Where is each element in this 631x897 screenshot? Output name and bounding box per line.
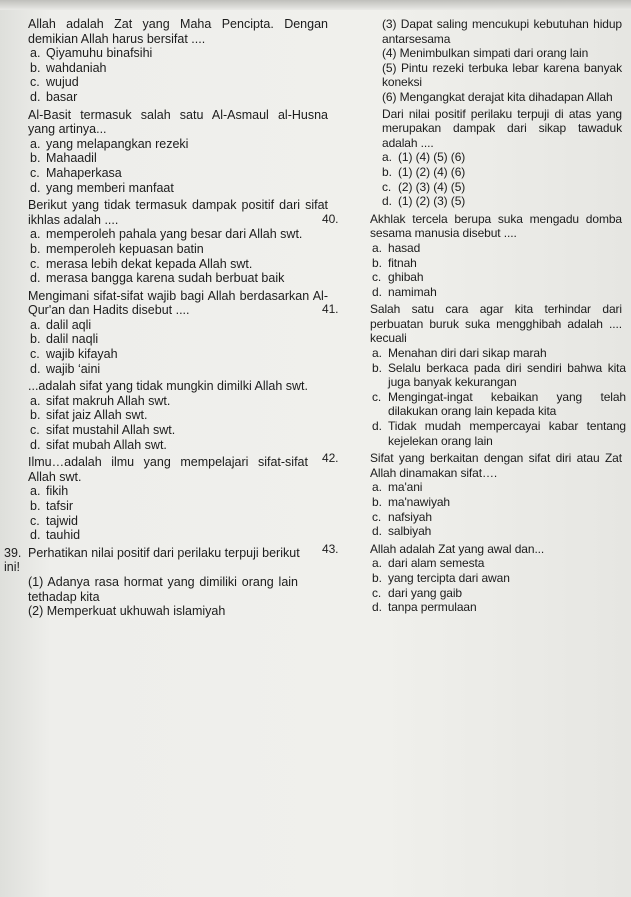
option-c[interactable]: c. (2) (3) (4) (5) xyxy=(382,179,466,194)
option-c[interactable]: c. merasa lebih dekat kepada Allah swt. xyxy=(30,256,253,271)
option-c[interactable]: c. ghibah xyxy=(372,270,424,285)
question-36 xyxy=(4,289,338,377)
option-c[interactable]: c. dari yang gaib xyxy=(372,585,462,600)
option-c[interactable]: c. Mengingat-ingat kebaikan yang telah dilakukan orang lain kepada kita xyxy=(372,389,626,419)
question-43 xyxy=(322,541,628,615)
question-42 xyxy=(322,451,628,539)
question-39-prompt: Dari nilai positif perilaku terpuji di atas yang merupakan dampak dari sikap tawaduk adalah .... xyxy=(382,106,622,150)
question-stem: Allah adalah Zat yang Maha Pencipta. Dengan demikian Allah harus bersifat .... xyxy=(28,17,328,46)
question-stem: 43. Allah adalah Zat yang awal dan... xyxy=(322,541,545,556)
option-a[interactable]: a. Qiyamuhu binafsihi xyxy=(30,46,153,61)
option-b[interactable]: b. (1) (2) (4) (6) xyxy=(382,164,466,179)
option-c[interactable]: c. sifat mustahil Allah swt. xyxy=(30,423,176,438)
option-a[interactable]: a. dari alam semesta xyxy=(372,556,485,571)
option-d[interactable]: d. sifat mubah Allah swt. xyxy=(30,437,167,452)
question-39-options xyxy=(346,150,628,208)
option-d[interactable]: d. namimah xyxy=(372,284,437,299)
question-stem: Mengimani sifat-sifat wajib bagi Allah berdasarkan Al-Qur'an dan Hadits disebut .... xyxy=(28,288,328,318)
statement-6: (6) Mengangkat derajat kita dihadapan Allah xyxy=(382,89,613,104)
question-stem: 41. Salah satu cara agar kita terhindar dari perbuatan buruk suka mengghibah adalah .... kecuali xyxy=(322,302,622,346)
option-d[interactable]: d. salbiyah xyxy=(372,524,432,539)
option-b[interactable]: b. dalil naqli xyxy=(30,332,99,347)
option-d[interactable]: d. (1) (2) (3) (5) xyxy=(382,194,466,209)
statement-3: (3) Dapat saling mencukupi kebutuhan hidup antarsesama xyxy=(382,17,622,46)
option-b[interactable]: b. ma'nawiyah xyxy=(372,495,450,509)
option-a[interactable]: a. fikih xyxy=(30,484,69,499)
question-38 xyxy=(4,455,338,543)
option-c[interactable]: c. wujud xyxy=(30,75,79,90)
option-a[interactable]: a. sifat makruh Allah swt. xyxy=(30,393,171,408)
question-stem: 42. Sifat yang berkaitan dengan sifat diri atau Zat Allah dinamakan sifat…. xyxy=(322,451,622,480)
option-d[interactable]: d. basar xyxy=(30,89,78,104)
option-b[interactable]: b. Mahaadil xyxy=(30,151,97,166)
question-stem: ...adalah sifat yang tidak mungkin dimilki Allah swt. xyxy=(28,379,308,394)
statement-5: (5) Pintu rezeki terbuka lebar karena banyak koneksi xyxy=(382,60,622,90)
question-stem: Berikut yang tidak termasuk dampak positif dari sifat ikhlas adalah .... xyxy=(28,198,328,227)
option-a[interactable]: a. hasad xyxy=(372,240,421,255)
option-a[interactable]: a. yang melapangkan rezeki xyxy=(30,136,189,151)
option-a[interactable]: a. dalil aqli xyxy=(30,317,92,332)
option-c[interactable]: c. wajib kifayah xyxy=(30,347,118,362)
question-39 xyxy=(4,546,338,619)
right-column xyxy=(322,17,628,618)
option-a[interactable]: a. memperoleh pahala yang besar dari Allah swt. xyxy=(30,227,303,242)
question-stem: 39. Perhatikan nilai positif dari perilaku terpuji berikut ini! xyxy=(4,545,300,575)
option-a[interactable]: a. Menahan diri dari sikap marah xyxy=(372,346,547,361)
option-c[interactable]: c. tajwid xyxy=(30,513,78,528)
option-d[interactable]: d. tauhid xyxy=(30,528,81,543)
statement-2: (2) Memperkuat ukhuwah islamiyah xyxy=(28,604,226,619)
page-top-edge xyxy=(0,0,631,10)
option-c[interactable]: c. nafsiyah xyxy=(372,509,432,524)
question-33 xyxy=(4,17,338,105)
option-b[interactable]: b. Selalu berkaca pada diri sendiri bahwa kita juga banyak kekurangan xyxy=(372,360,626,390)
question-41 xyxy=(322,302,628,448)
statement-1: (1) Adanya rasa hormat yang dimiliki orang lain tethadap kita xyxy=(28,574,298,604)
option-c[interactable]: c. Mahaperkasa xyxy=(30,165,122,180)
question-35 xyxy=(4,198,338,286)
option-d[interactable]: d. merasa bangga karena sudah berbuat baik xyxy=(30,271,285,286)
option-b[interactable]: b. sifat jaiz Allah swt. xyxy=(30,408,148,423)
option-b[interactable]: b. fitnah xyxy=(372,255,417,270)
option-b[interactable]: b. memperoleh kepuasan batin xyxy=(30,241,204,256)
question-40 xyxy=(322,211,628,300)
option-b[interactable]: b. tafsir xyxy=(30,499,74,513)
option-a[interactable]: a. ma'ani xyxy=(372,480,423,495)
option-d[interactable]: d. tanpa permulaan xyxy=(372,600,477,615)
statement-4: (4) Menimbulkan simpati dari orang lain xyxy=(382,46,589,61)
question-34 xyxy=(4,108,338,196)
question-stem: Al-Basit termasuk salah satu Al-Asmaul al-Husna yang artinya... xyxy=(28,107,328,137)
option-a[interactable]: a. (1) (4) (5) (6) xyxy=(382,150,466,165)
option-d[interactable]: d. wajib ‘aini xyxy=(30,361,101,376)
question-stem: Ilmu…adalah ilmu yang mempelajari sifat-sifat Allah swt. xyxy=(28,455,308,484)
option-d[interactable]: d. Tidak mudah mempercayai kabar tentang kejelekan orang lain xyxy=(372,419,626,448)
left-column xyxy=(4,17,338,622)
option-b[interactable]: b. wahdaniah xyxy=(30,60,107,75)
question-stem: 40. Akhlak tercela berupa suka mengadu domba sesama manusia disebut .... xyxy=(322,211,622,241)
option-d[interactable]: d. yang memberi manfaat xyxy=(30,180,174,195)
question-37 xyxy=(4,379,338,452)
option-b[interactable]: b. yang tercipta dari awan xyxy=(372,570,510,585)
question-39-continued xyxy=(346,17,628,105)
